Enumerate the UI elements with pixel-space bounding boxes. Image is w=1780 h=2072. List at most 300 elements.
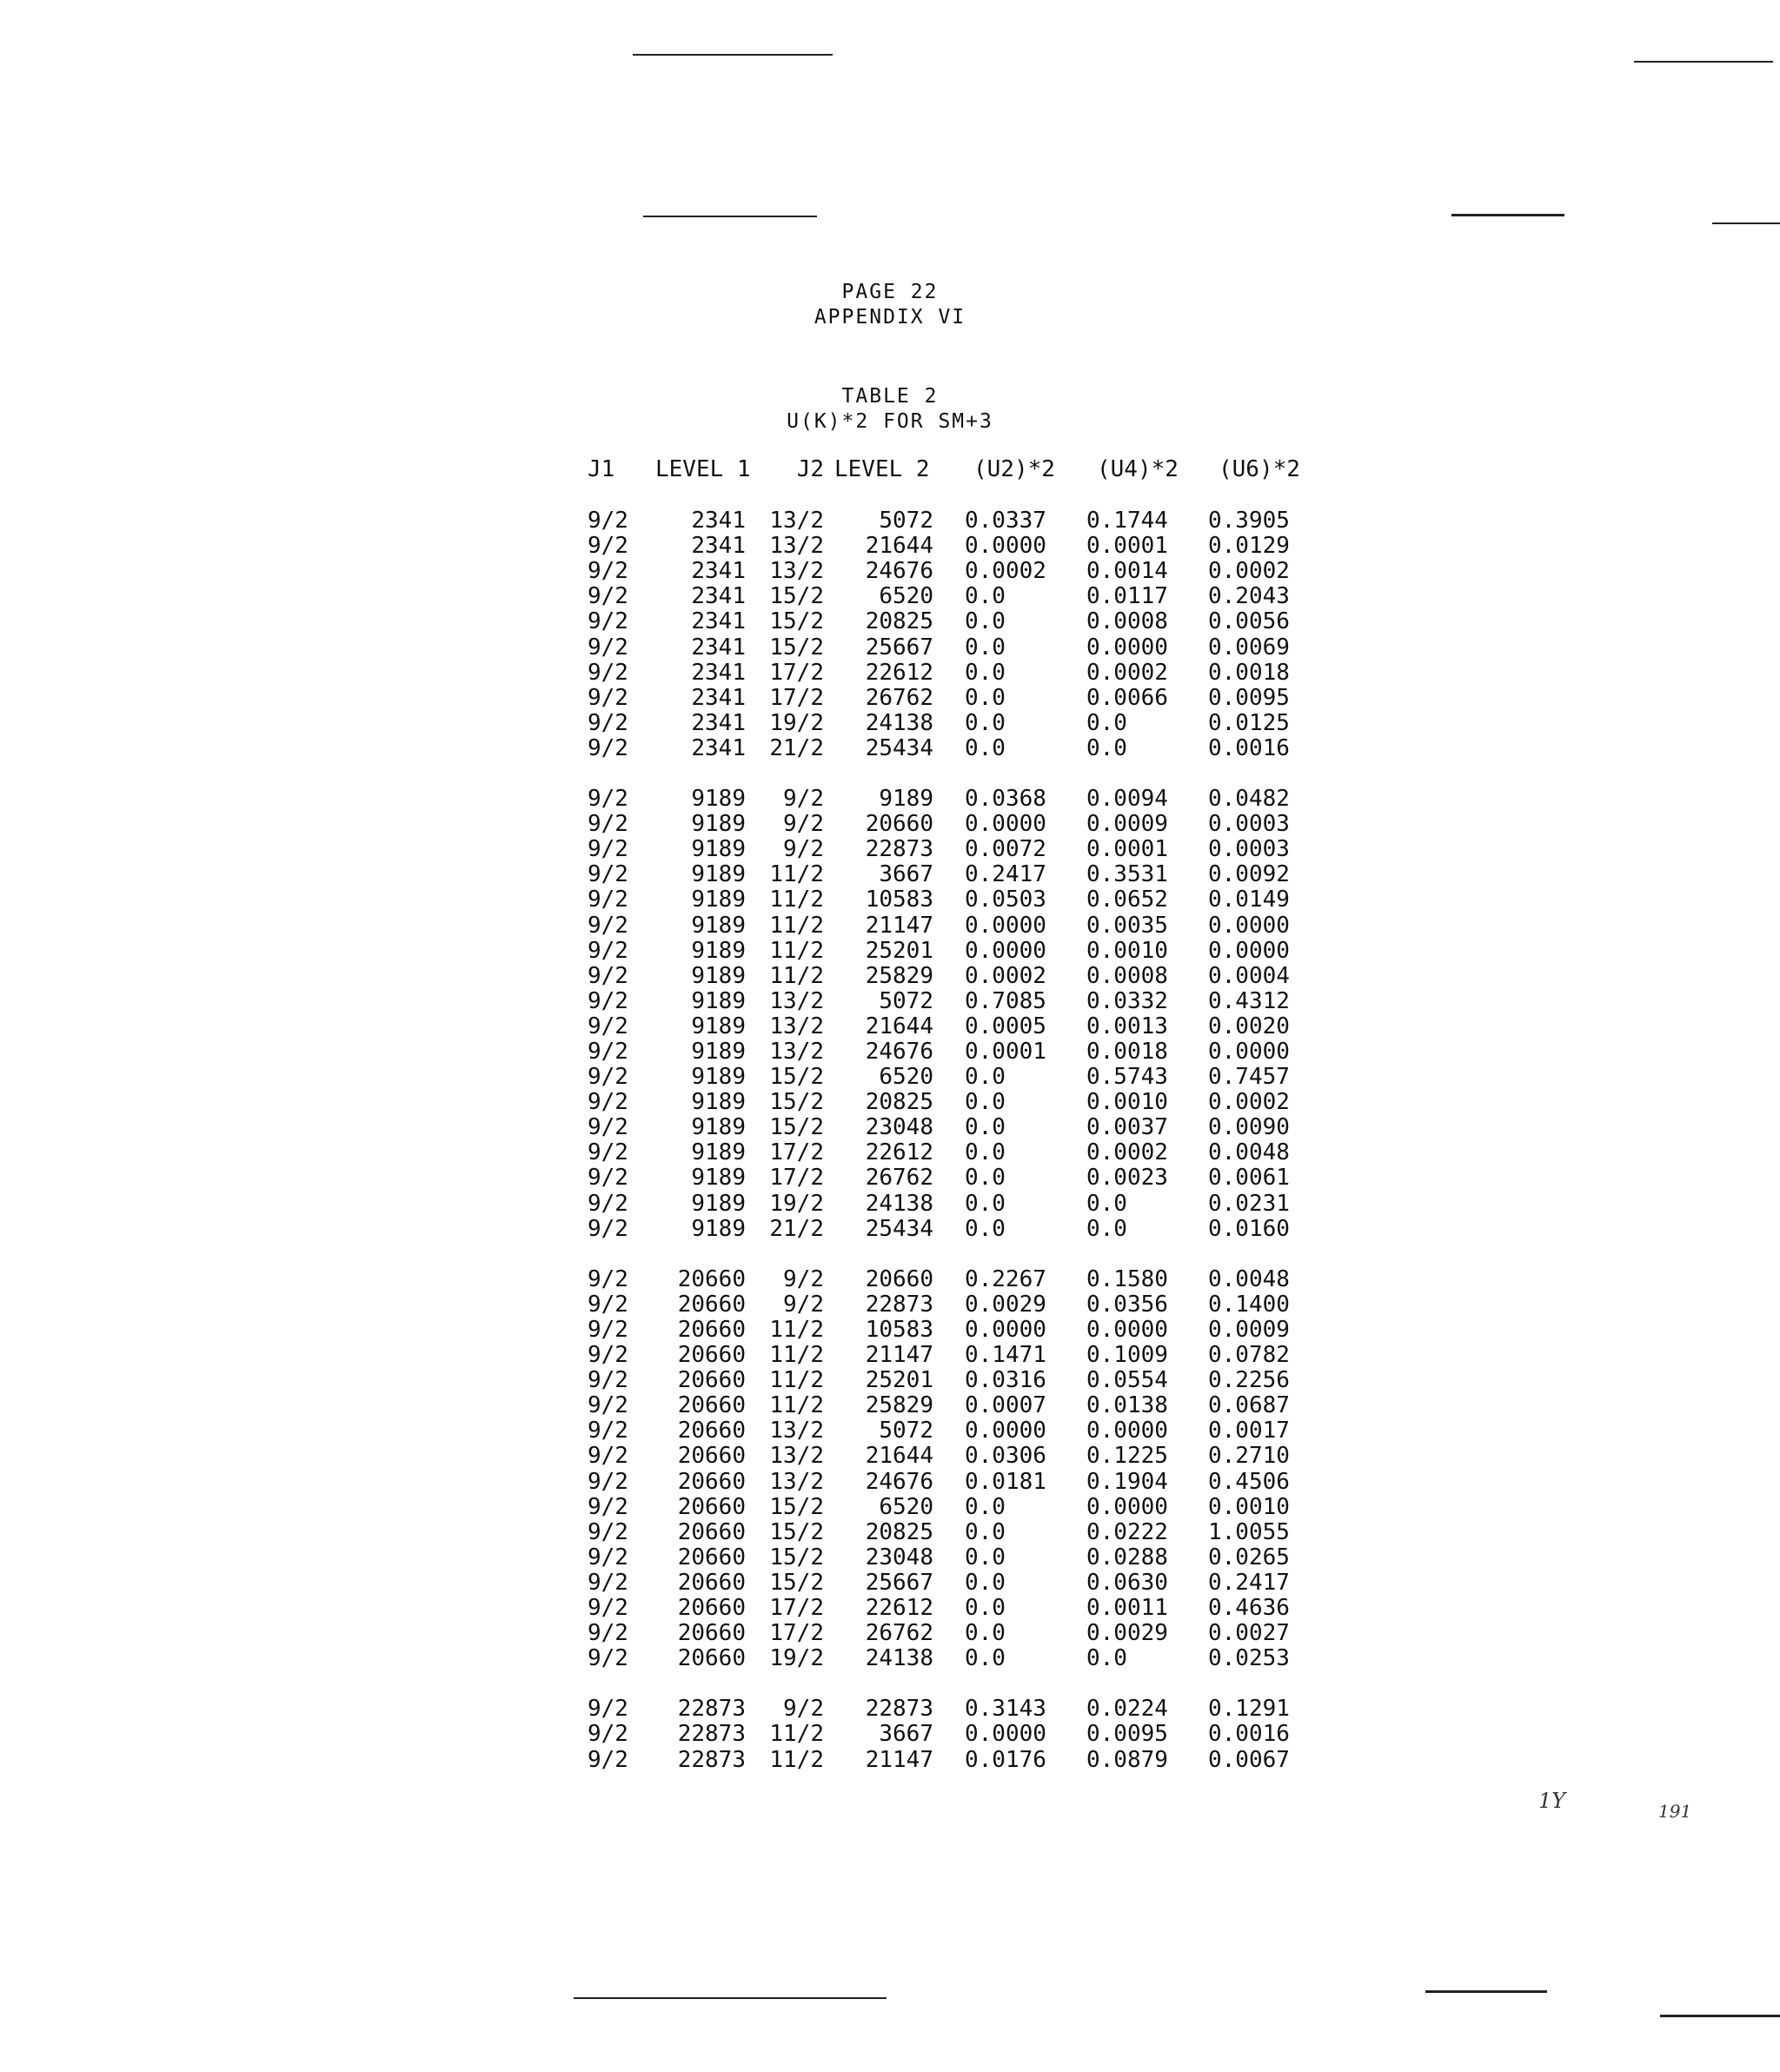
- cell-j1: 9/2: [588, 913, 628, 939]
- cell-j2: 19/2: [769, 710, 824, 736]
- cell-u4: 0.0008: [1086, 608, 1168, 634]
- cell-level1: 9189: [691, 1165, 746, 1191]
- cell-j1: 9/2: [588, 1089, 628, 1115]
- cell-u4: 0.0095: [1086, 1721, 1168, 1747]
- cell-u4: 0.0332: [1086, 988, 1168, 1014]
- cell-u4: 0.0035: [1086, 913, 1168, 939]
- column-header-j1: J1: [588, 456, 615, 482]
- cell-u4: 0.0: [1086, 710, 1127, 736]
- cell-u2: 0.0005: [965, 1013, 1046, 1039]
- table-row: [0, 1065, 1780, 1090]
- cell-u4: 0.0: [1086, 1191, 1127, 1217]
- cell-j2: 21/2: [769, 735, 824, 761]
- cell-level1: 2341: [691, 558, 746, 584]
- cell-u6: 0.4506: [1208, 1469, 1290, 1495]
- table-row: [0, 887, 1780, 913]
- cell-level2: 24138: [865, 710, 933, 736]
- cell-j2: 15/2: [769, 1064, 824, 1090]
- cell-j1: 9/2: [588, 988, 628, 1014]
- cell-level1: 9189: [691, 988, 746, 1014]
- cell-level1: 22873: [677, 1747, 746, 1773]
- table-row: [0, 584, 1780, 609]
- cell-j1: 9/2: [588, 508, 628, 534]
- cell-level1: 20660: [677, 1519, 746, 1545]
- cell-level2: 22612: [865, 660, 933, 686]
- cell-level1: 20660: [677, 1292, 746, 1318]
- cell-j1: 9/2: [588, 1494, 628, 1520]
- margin-mark-1y: 1Y: [1538, 1789, 1566, 1813]
- cell-j2: 13/2: [769, 1039, 824, 1065]
- cell-u6: 0.0231: [1208, 1191, 1290, 1217]
- cell-level2: 24676: [865, 558, 933, 584]
- cell-u6: 0.0782: [1208, 1342, 1290, 1368]
- cell-j2: 15/2: [769, 1519, 824, 1545]
- table-row: [0, 964, 1780, 989]
- cell-u4: 0.0000: [1086, 1317, 1168, 1343]
- cell-u4: 0.0001: [1086, 533, 1168, 559]
- table-row: [0, 686, 1780, 711]
- cell-u4: 0.0094: [1086, 786, 1168, 812]
- cell-j2: 13/2: [769, 1013, 824, 1039]
- cell-j1: 9/2: [588, 1443, 628, 1469]
- table-row: [0, 837, 1780, 862]
- cell-level2: 21147: [865, 913, 933, 939]
- table-row: [0, 1470, 1780, 1495]
- cell-level1: 9189: [691, 1114, 746, 1140]
- cell-j2: 11/2: [769, 913, 824, 939]
- cell-level1: 2341: [691, 735, 746, 761]
- cell-u4: 0.0014: [1086, 558, 1168, 584]
- cell-level1: 9189: [691, 1013, 746, 1039]
- page-number: PAGE 22: [841, 281, 939, 303]
- cell-j1: 9/2: [588, 1266, 628, 1292]
- table-row: [0, 1166, 1780, 1191]
- cell-u4: 0.0117: [1086, 583, 1168, 609]
- cell-j1: 9/2: [588, 1342, 628, 1368]
- cell-j2: 13/2: [769, 1443, 824, 1469]
- cell-u4: 0.1744: [1086, 508, 1168, 534]
- column-header-u4: (U4)*2: [1097, 456, 1179, 482]
- table-row: [0, 1192, 1780, 1217]
- cell-level1: 20660: [677, 1544, 746, 1571]
- cell-level1: 9189: [691, 887, 746, 913]
- cell-level2: 26762: [865, 1620, 933, 1646]
- cell-u6: 0.0002: [1208, 1089, 1290, 1115]
- cell-u4: 0.0002: [1086, 1139, 1168, 1166]
- cell-u4: 0.0023: [1086, 1165, 1168, 1191]
- cell-u2: 0.0: [965, 710, 1006, 736]
- table-row: [0, 711, 1780, 736]
- cell-level1: 20660: [677, 1494, 746, 1520]
- cell-level1: 20660: [677, 1443, 746, 1469]
- cell-u2: 0.0: [965, 583, 1006, 609]
- cell-u2: 0.0503: [965, 887, 1046, 913]
- cell-j1: 9/2: [588, 1292, 628, 1318]
- cell-u4: 0.0018: [1086, 1039, 1168, 1065]
- table-row: [0, 1418, 1780, 1444]
- cell-u4: 0.1904: [1086, 1469, 1168, 1495]
- cell-j1: 9/2: [588, 1595, 628, 1621]
- cell-level2: 22873: [865, 836, 933, 862]
- cell-u6: 0.0000: [1208, 1039, 1290, 1065]
- cell-level1: 22873: [677, 1696, 746, 1722]
- scan-line: [1712, 222, 1780, 224]
- cell-j1: 9/2: [588, 1469, 628, 1495]
- cell-u2: 0.0176: [965, 1747, 1046, 1773]
- cell-j2: 11/2: [769, 938, 824, 964]
- cell-u4: 0.0000: [1086, 1494, 1168, 1520]
- cell-u6: 0.0149: [1208, 887, 1290, 913]
- cell-level1: 9189: [691, 1039, 746, 1065]
- cell-u2: 0.0337: [965, 508, 1046, 534]
- cell-u4: 0.0013: [1086, 1013, 1168, 1039]
- cell-level2: 25667: [865, 634, 933, 661]
- cell-u4: 0.0138: [1086, 1392, 1168, 1418]
- table-row: [0, 1697, 1780, 1722]
- cell-u2: 0.0: [965, 1089, 1006, 1115]
- cell-u2: 0.0: [965, 660, 1006, 686]
- cell-u2: 0.0002: [965, 558, 1046, 584]
- cell-u4: 0.0011: [1086, 1595, 1168, 1621]
- cell-level2: 20825: [865, 608, 933, 634]
- cell-u6: 0.0003: [1208, 836, 1290, 862]
- cell-u4: 0.0002: [1086, 660, 1168, 686]
- cell-level1: 2341: [691, 710, 746, 736]
- cell-u2: 0.3143: [965, 1696, 1046, 1722]
- cell-u4: 0.0: [1086, 735, 1127, 761]
- table-row: [0, 913, 1780, 939]
- cell-u6: 0.4636: [1208, 1595, 1290, 1621]
- cell-level1: 20660: [677, 1367, 746, 1393]
- cell-j1: 9/2: [588, 1013, 628, 1039]
- cell-u2: 0.0: [965, 1114, 1006, 1140]
- cell-j1: 9/2: [588, 1544, 628, 1571]
- cell-u2: 0.0: [965, 1570, 1006, 1596]
- table-row: [0, 1520, 1780, 1545]
- cell-u6: 0.0067: [1208, 1747, 1290, 1773]
- cell-j2: 11/2: [769, 1721, 824, 1747]
- cell-u6: 0.0482: [1208, 786, 1290, 812]
- cell-level1: 9189: [691, 963, 746, 989]
- cell-u2: 0.2417: [965, 861, 1046, 887]
- cell-level1: 20660: [677, 1392, 746, 1418]
- table-row: [0, 1393, 1780, 1418]
- cell-level2: 24138: [865, 1645, 933, 1671]
- scan-line: [1451, 214, 1564, 216]
- cell-level2: 22612: [865, 1139, 933, 1166]
- cell-level2: 10583: [865, 887, 933, 913]
- cell-j1: 9/2: [588, 963, 628, 989]
- table-row: [0, 635, 1780, 661]
- cell-j1: 9/2: [588, 533, 628, 559]
- cell-u6: 0.7457: [1208, 1064, 1290, 1090]
- cell-j1: 9/2: [588, 861, 628, 887]
- table-row: [0, 1014, 1780, 1039]
- cell-u6: 0.2043: [1208, 583, 1290, 609]
- cell-u2: 0.0: [965, 1139, 1006, 1166]
- table-row: [0, 989, 1780, 1014]
- cell-u2: 0.0001: [965, 1039, 1046, 1065]
- cell-u6: 0.0129: [1208, 533, 1290, 559]
- cell-u2: 0.0368: [965, 786, 1046, 812]
- cell-j1: 9/2: [588, 1721, 628, 1747]
- column-header-u6: (U6)*2: [1219, 456, 1300, 482]
- cell-u2: 0.0: [965, 1165, 1006, 1191]
- table-row: [0, 1646, 1780, 1671]
- cell-j2: 17/2: [769, 1165, 824, 1191]
- cell-level2: 3667: [879, 861, 933, 887]
- cell-level1: 2341: [691, 508, 746, 534]
- cell-level1: 9189: [691, 913, 746, 939]
- page-header: [0, 280, 1780, 330]
- cell-j2: 15/2: [769, 608, 824, 634]
- cell-u4: 0.0: [1086, 1645, 1127, 1671]
- cell-j2: 15/2: [769, 583, 824, 609]
- cell-u2: 0.0000: [965, 938, 1046, 964]
- cell-level2: 6520: [879, 583, 933, 609]
- cell-j2: 13/2: [769, 533, 824, 559]
- cell-level1: 20660: [677, 1595, 746, 1621]
- cell-u4: 0.0000: [1086, 1418, 1168, 1444]
- cell-u2: 0.0: [965, 735, 1006, 761]
- cell-level1: 9189: [691, 1139, 746, 1166]
- table-row: [0, 1722, 1780, 1747]
- cell-level2: 5072: [879, 1418, 933, 1444]
- cell-level2: 21644: [865, 533, 933, 559]
- cell-u2: 0.0000: [965, 1721, 1046, 1747]
- cell-j1: 9/2: [588, 1139, 628, 1166]
- cell-u6: 0.0253: [1208, 1645, 1290, 1671]
- cell-u6: 0.3905: [1208, 508, 1290, 534]
- cell-u6: 0.1291: [1208, 1696, 1290, 1722]
- cell-u4: 0.0010: [1086, 938, 1168, 964]
- table-row: [0, 1267, 1780, 1292]
- cell-u6: 1.0055: [1208, 1519, 1290, 1545]
- cell-u2: 0.0007: [965, 1392, 1046, 1418]
- cell-u2: 0.0306: [965, 1443, 1046, 1469]
- table-label: TABLE 2: [841, 385, 939, 408]
- table-row: [0, 661, 1780, 686]
- cell-j2: 17/2: [769, 1620, 824, 1646]
- cell-level2: 26762: [865, 685, 933, 711]
- cell-level1: 9189: [691, 1191, 746, 1217]
- cell-level2: 26762: [865, 1165, 933, 1191]
- cell-j1: 9/2: [588, 1216, 628, 1242]
- cell-u2: 0.0: [965, 1191, 1006, 1217]
- cell-j2: 17/2: [769, 1139, 824, 1166]
- cell-j1: 9/2: [588, 811, 628, 837]
- table-row: [0, 1140, 1780, 1166]
- cell-j1: 9/2: [588, 836, 628, 862]
- cell-u6: 0.0048: [1208, 1139, 1290, 1166]
- cell-level1: 9189: [691, 1089, 746, 1115]
- cell-level2: 21147: [865, 1342, 933, 1368]
- cell-u4: 0.5743: [1086, 1064, 1168, 1090]
- cell-u6: 0.0160: [1208, 1216, 1290, 1242]
- cell-level1: 9189: [691, 836, 746, 862]
- cell-j2: 9/2: [783, 1266, 824, 1292]
- cell-j1: 9/2: [588, 1570, 628, 1596]
- cell-level2: 9189: [879, 786, 933, 812]
- cell-j2: 13/2: [769, 558, 824, 584]
- cell-level2: 22612: [865, 1595, 933, 1621]
- cell-u4: 0.0554: [1086, 1367, 1168, 1393]
- cell-u6: 0.0095: [1208, 685, 1290, 711]
- cell-level2: 20825: [865, 1519, 933, 1545]
- cell-level2: 3667: [879, 1721, 933, 1747]
- cell-j2: 17/2: [769, 1595, 824, 1621]
- cell-u6: 0.0016: [1208, 1721, 1290, 1747]
- cell-level1: 20660: [677, 1645, 746, 1671]
- cell-level2: 21147: [865, 1747, 933, 1773]
- cell-j1: 9/2: [588, 558, 628, 584]
- cell-u6: 0.4312: [1208, 988, 1290, 1014]
- cell-u4: 0.3531: [1086, 861, 1168, 887]
- cell-u2: 0.0: [965, 1519, 1006, 1545]
- cell-j2: 13/2: [769, 508, 824, 534]
- scan-line: [643, 216, 817, 217]
- cell-level2: 25434: [865, 1216, 933, 1242]
- cell-u4: 0.0630: [1086, 1570, 1168, 1596]
- cell-level2: 20660: [865, 1266, 933, 1292]
- cell-level2: 24676: [865, 1469, 933, 1495]
- table-row: [0, 1748, 1780, 1773]
- cell-level1: 20660: [677, 1418, 746, 1444]
- cell-u2: 0.0000: [965, 811, 1046, 837]
- table-row: [0, 862, 1780, 887]
- cell-j2: 19/2: [769, 1645, 824, 1671]
- cell-u2: 0.0: [965, 1216, 1006, 1242]
- table-row: [0, 1039, 1780, 1065]
- cell-j2: 13/2: [769, 1418, 824, 1444]
- scan-line: [574, 1997, 887, 1999]
- cell-u2: 0.2267: [965, 1266, 1046, 1292]
- cell-u6: 0.0018: [1208, 660, 1290, 686]
- cell-level2: 6520: [879, 1494, 933, 1520]
- table-row: [0, 812, 1780, 837]
- table-row: [0, 1571, 1780, 1596]
- cell-j2: 9/2: [783, 1292, 824, 1318]
- cell-level1: 2341: [691, 634, 746, 661]
- cell-u6: 0.0016: [1208, 735, 1290, 761]
- cell-j1: 9/2: [588, 1392, 628, 1418]
- cell-j1: 9/2: [588, 1064, 628, 1090]
- cell-j2: 19/2: [769, 1191, 824, 1217]
- cell-level2: 25201: [865, 1367, 933, 1393]
- cell-u6: 0.0069: [1208, 634, 1290, 661]
- cell-u2: 0.0: [965, 1595, 1006, 1621]
- cell-u4: 0.1009: [1086, 1342, 1168, 1368]
- cell-level1: 20660: [677, 1620, 746, 1646]
- cell-level2: 25667: [865, 1570, 933, 1596]
- cell-j2: 13/2: [769, 988, 824, 1014]
- cell-u4: 0.0001: [1086, 836, 1168, 862]
- column-header-row: [0, 457, 1780, 482]
- cell-level1: 2341: [691, 583, 746, 609]
- cell-u6: 0.0265: [1208, 1544, 1290, 1571]
- cell-u2: 0.0: [965, 1645, 1006, 1671]
- cell-j2: 17/2: [769, 685, 824, 711]
- cell-u6: 0.0687: [1208, 1392, 1290, 1418]
- table-header: [0, 384, 1780, 435]
- cell-j2: 9/2: [783, 836, 824, 862]
- cell-j1: 9/2: [588, 1620, 628, 1646]
- cell-j2: 15/2: [769, 1544, 824, 1571]
- scan-line: [1425, 1990, 1547, 1993]
- cell-u6: 0.0004: [1208, 963, 1290, 989]
- cell-j1: 9/2: [588, 608, 628, 634]
- cell-j1: 9/2: [588, 634, 628, 661]
- cell-level1: 9189: [691, 1216, 746, 1242]
- cell-j2: 11/2: [769, 1747, 824, 1773]
- scan-line: [1660, 2015, 1780, 2017]
- cell-j2: 9/2: [783, 786, 824, 812]
- table-row: [0, 1343, 1780, 1368]
- cell-j2: 13/2: [769, 1469, 824, 1495]
- cell-j1: 9/2: [588, 1039, 628, 1065]
- cell-u6: 0.2417: [1208, 1570, 1290, 1596]
- cell-j2: 15/2: [769, 634, 824, 661]
- cell-level2: 21644: [865, 1443, 933, 1469]
- cell-j2: 15/2: [769, 1089, 824, 1115]
- cell-u6: 0.0009: [1208, 1317, 1290, 1343]
- cell-j1: 9/2: [588, 1696, 628, 1722]
- cell-u2: 0.0: [965, 685, 1006, 711]
- cell-u6: 0.0061: [1208, 1165, 1290, 1191]
- cell-u4: 0.1225: [1086, 1443, 1168, 1469]
- cell-u2: 0.0000: [965, 913, 1046, 939]
- table-row: [0, 508, 1780, 534]
- table-row: [0, 1596, 1780, 1621]
- cell-level2: 24138: [865, 1191, 933, 1217]
- column-header-j2: J2: [796, 456, 824, 482]
- cell-j2: 9/2: [783, 811, 824, 837]
- cell-level2: 5072: [879, 508, 933, 534]
- column-header-level1: LEVEL 1: [655, 456, 751, 482]
- cell-j1: 9/2: [588, 710, 628, 736]
- cell-u2: 0.0000: [965, 1418, 1046, 1444]
- cell-u2: 0.0: [965, 634, 1006, 661]
- cell-u2: 0.0181: [965, 1469, 1046, 1495]
- cell-u2: 0.0: [965, 1620, 1006, 1646]
- cell-level1: 20660: [677, 1570, 746, 1596]
- cell-j1: 9/2: [588, 660, 628, 686]
- cell-u6: 0.1400: [1208, 1292, 1290, 1318]
- table-row: [0, 534, 1780, 559]
- cell-j1: 9/2: [588, 735, 628, 761]
- cell-u4: 0.0222: [1086, 1519, 1168, 1545]
- cell-u2: 0.0: [965, 1064, 1006, 1090]
- cell-level1: 9189: [691, 938, 746, 964]
- cell-u4: 0.0000: [1086, 634, 1168, 661]
- cell-u6: 0.0000: [1208, 913, 1290, 939]
- cell-level2: 22873: [865, 1696, 933, 1722]
- cell-level2: 21644: [865, 1013, 933, 1039]
- cell-u6: 0.0002: [1208, 558, 1290, 584]
- cell-level2: 24676: [865, 1039, 933, 1065]
- cell-u4: 0.0066: [1086, 685, 1168, 711]
- scan-line: [633, 54, 833, 56]
- cell-level2: 5072: [879, 988, 933, 1014]
- table-row: [0, 1368, 1780, 1393]
- column-header-u2: (U2)*2: [973, 456, 1055, 482]
- cell-level1: 2341: [691, 533, 746, 559]
- cell-u4: 0.0009: [1086, 811, 1168, 837]
- table-row: [0, 1621, 1780, 1646]
- table-row: [0, 1495, 1780, 1520]
- table-row: [0, 736, 1780, 761]
- table-row: [0, 787, 1780, 812]
